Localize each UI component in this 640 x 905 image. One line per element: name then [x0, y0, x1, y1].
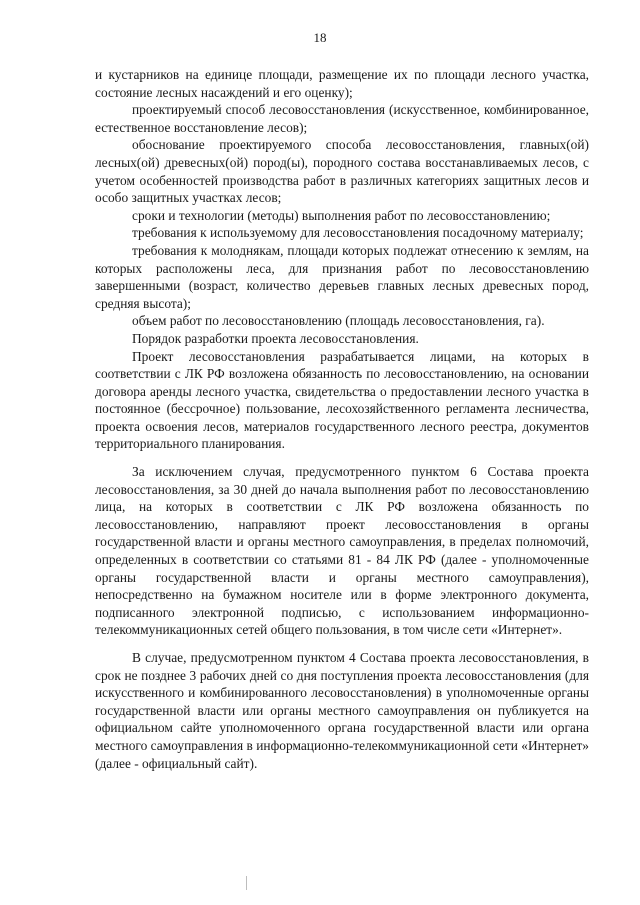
- paragraph-timing-technologies: сроки и технологии (методы) выполнения работ по лесовосстановлению;: [132, 207, 551, 223]
- paragraph-work-volume: объем работ по лесовосстановлению (площадь лесовосстановления, га).: [132, 313, 545, 329]
- paragraph-reforestation-method: проектируемый способ лесовосстановления (искусственное, комбинированное, естественное восстановление лесов);: [95, 102, 589, 135]
- paragraph-development-procedure: Порядок разработки проекта лесовосстановления.: [132, 330, 419, 346]
- body-text: [95, 66, 589, 772]
- paragraph-young-stands-requirements: требования к молоднякам, площади которых подлежат отнесению к землям, на которых расположены леса, для признания работ по лесовосстановлению завершенными (возраст, количество деревьев главных лесных древесных пород, средняя высота);: [95, 242, 589, 311]
- scan-artifact: [246, 876, 247, 890]
- paragraph-project-submission: За исключением случая, предусмотренного пунктом 6 Состава проекта лесовосстановления, за 30 дней до начала выполнения работ по лесовосстановлению лица, на которых в соответствии с ЛК РФ возложена обязанность по лесовосстановлению, направляют проект лесовосстановления в органы государственной власти и органы местного самоуправления, в пределах полномочий, определенных в соответствии со статьями 81 - 84 ЛК РФ (далее - уполномоченные органы государственной власти и органы местного самоуправления), непосредственно на бумажном носителе или в форме электронного документа, подписанного электронной подписью, с использованием информационно-телекоммуникационных сетей общего пользования, в том числе сети «Интернет».: [95, 464, 589, 638]
- paragraph-planting-material: требования к используемому для лесовосстановления посадочному материалу;: [132, 225, 584, 241]
- page-number: 18: [313, 30, 327, 45]
- paragraph-project-developers: Проект лесовосстановления разрабатывается лицами, на которых в соответствии с ЛК РФ возложена обязанность по лесовосстановлению, на основании договора аренды лесного участка, свидетельства о предоставлении лесного участка в постоянное (бессрочное) пользование, лесохозяйственного регламента лесничества, проекта освоения лесов, материалов государственного лесного реестра, документов территориального планирования.: [95, 348, 589, 452]
- paragraph-project-publication: В случае, предусмотренном пунктом 4 Состава проекта лесовосстановления, в срок не позднее 3 рабочих дней со дня поступления проекта лесовосстановления (для искусственного и комбинированного лесовосстановления) в уполномоченные органы государственной власти или органы местного самоуправления он публикуется на официальном сайте уполномоченного органа государственной власти или органа местного самоуправления в информационно-телекоммуникационной сети «Интернет» (далее - официальный сайт).: [95, 650, 589, 771]
- paragraph-method-justification: обоснование проектируемого способа лесовосстановления, главных(ой) лесных(ой) древесных(ой) пород(ы), породного состава восстанавливаемых лесов, с учетом особенностей производства работ в различных категориях защитных лесов и особо защитных участках лесов;: [95, 137, 589, 206]
- paragraph-continuation: и кустарников на единице площади, размещение их по площади лесного участка, состояние лесных насаждений и его оценку);: [95, 67, 589, 100]
